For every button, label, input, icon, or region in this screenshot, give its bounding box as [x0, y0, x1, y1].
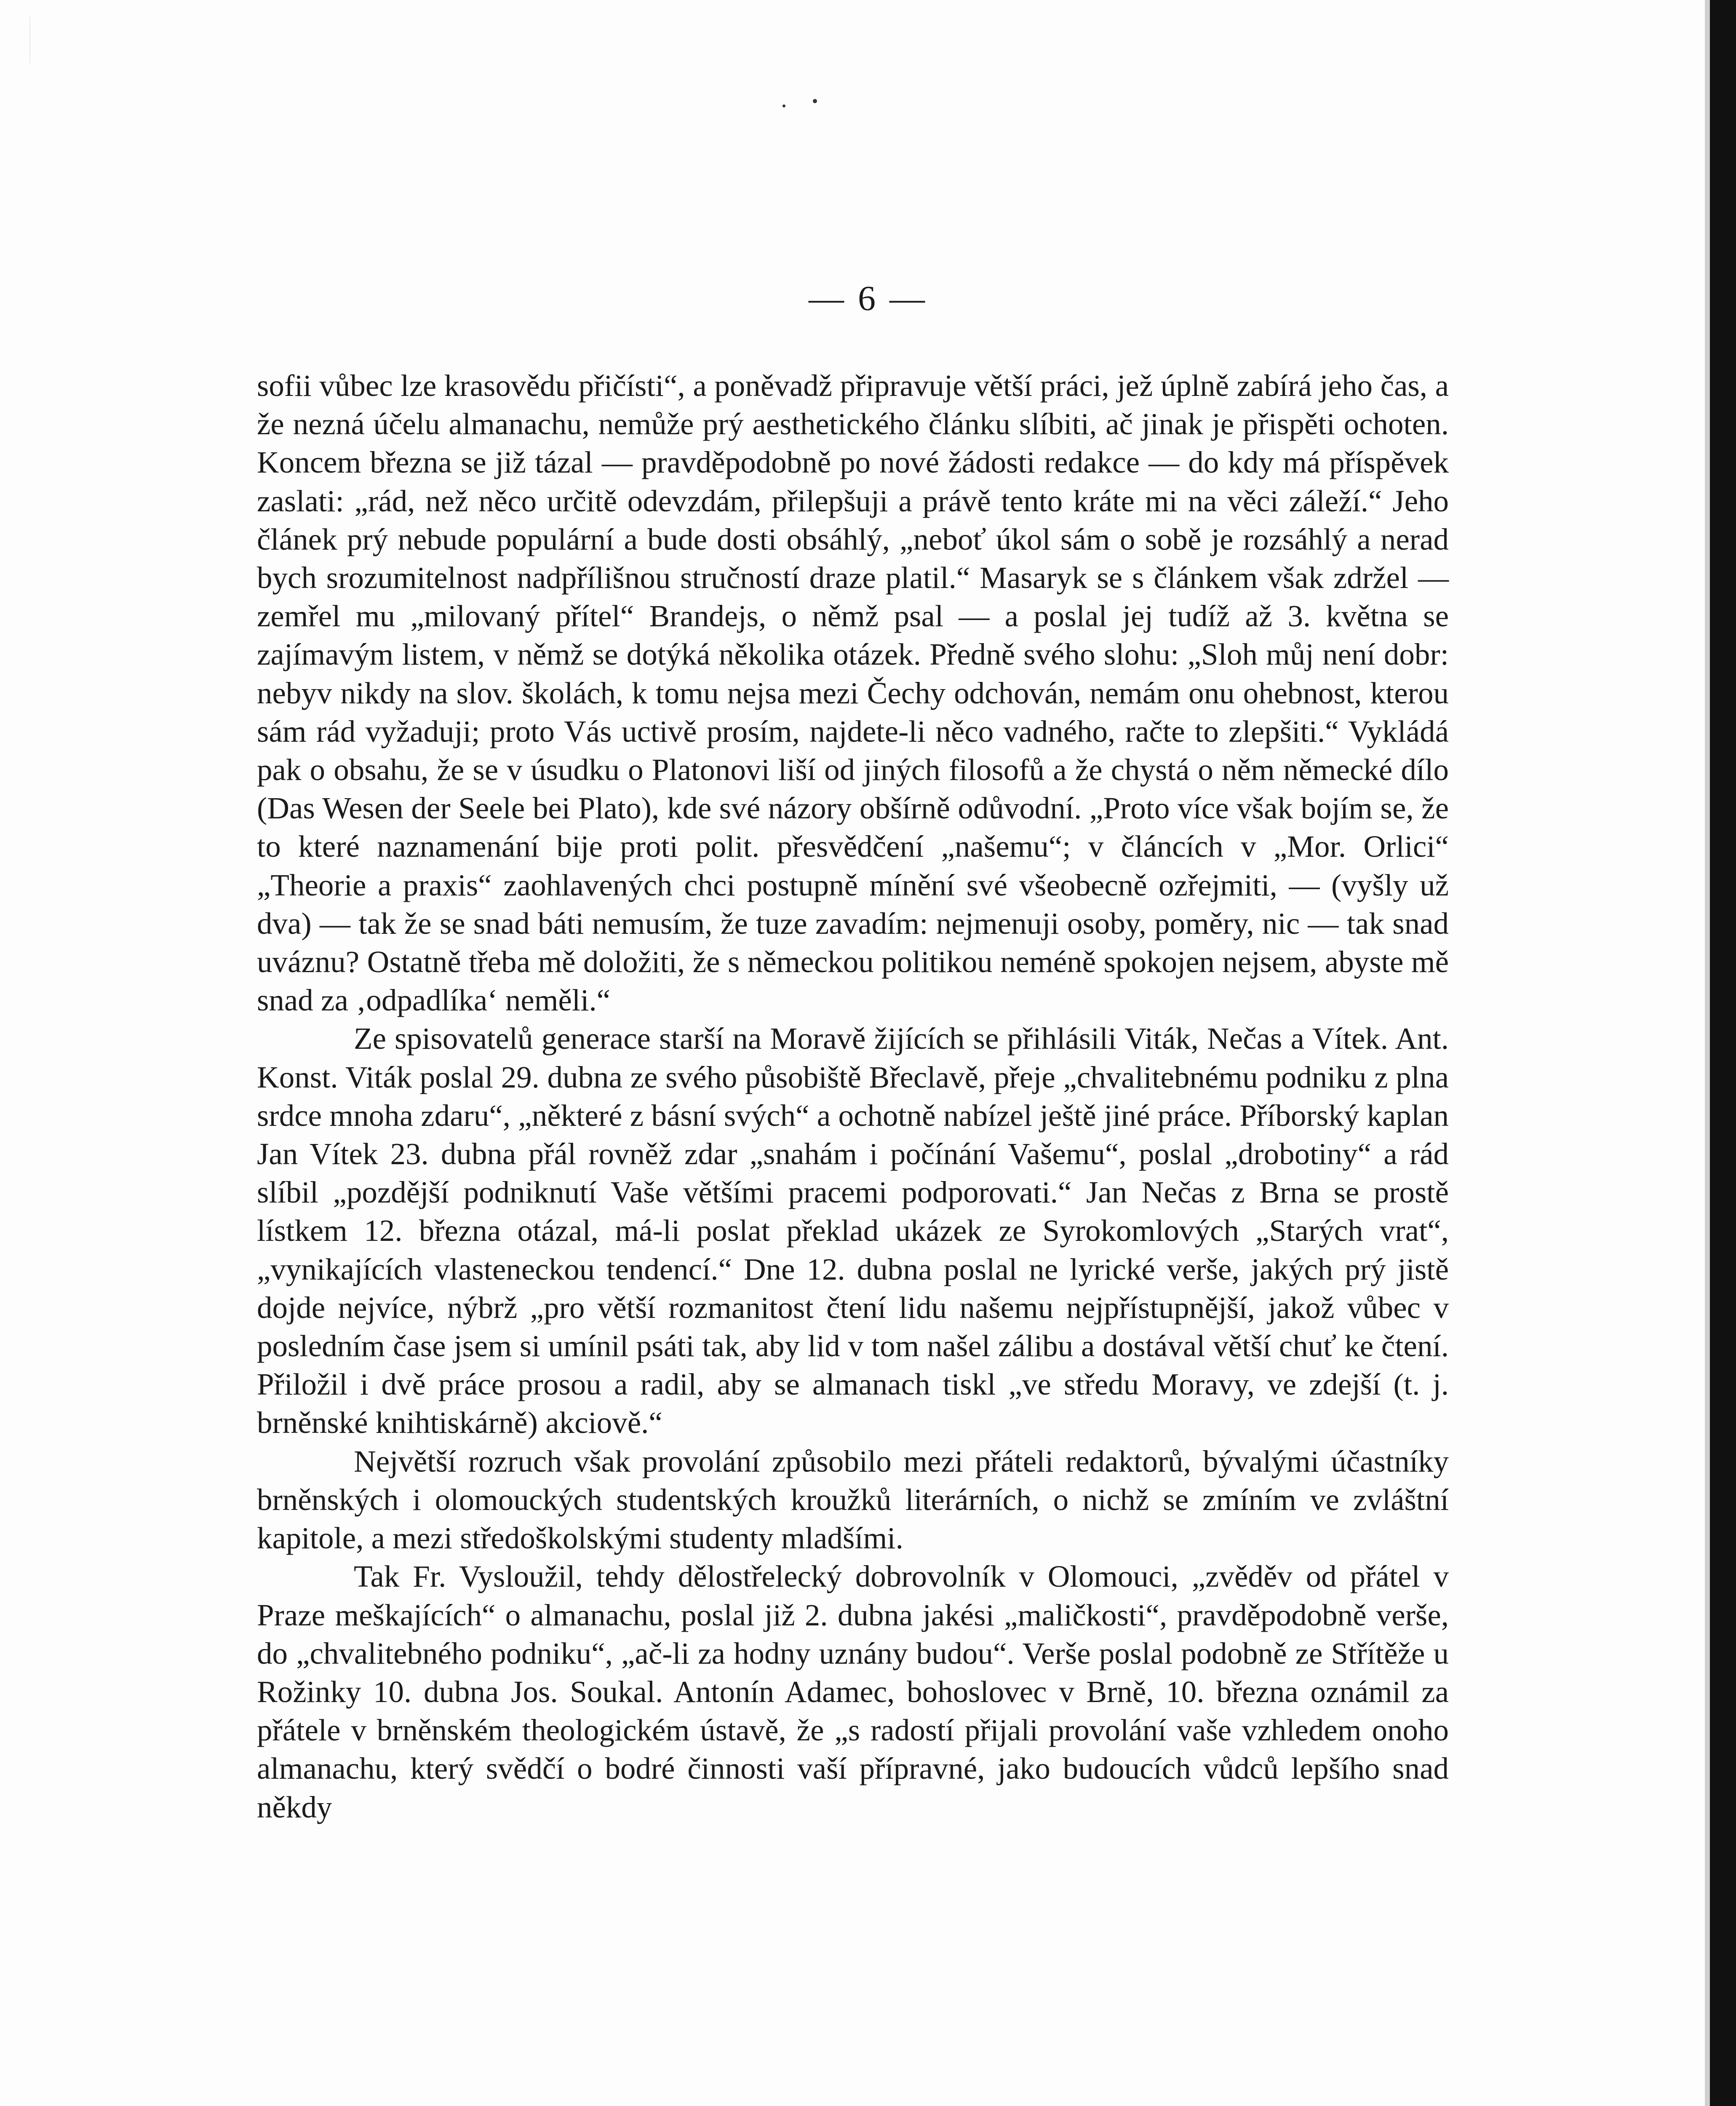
paragraph: sofii vůbec lze krasovědu přičísti“, a poněvadž připravuje větší práci, jež úplně zabírá jeho čas, a že nezná účelu almanachu, nemůže prý aesthetického článku slíbiti, ač jinak je přispěti ochoten. Koncem března se již tázal — pravděpodobně po nové žádosti redakce — do kdy má příspěvek zaslati: „rád, než něco určitě odevzdám, přilepšuji a právě tento kráte mi na věci záleží.“ Jeho článek prý nebude populární a bude dosti obsáhlý, „neboť úkol sám o sobě je rozsáhlý a nerad bych srozumitelnost nadpřílišnou stručností draze platil.“ Masaryk se s článkem však zdržel — zemřel mu „milovaný přítel“ Brandejs, o němž psal — a poslal jej tudíž až 3. května se zajímavým listem, v němž se dotýká několika otázek. Předně svého slohu: „Sloh můj není dobr: nebyv nikdy na slov. školách, k tomu nejsa mezi Čechy odchován, nemám onu ohebnost, kterou sám rád vyžaduji; proto Vás uctivě prosím, najdete-li něco vadného, račte to zlepšiti.“ Vykládá pak o obsahu, že se v úsudku o Platonovi liší od jiných filosofů a že chystá o něm německé dílo (Das Wesen der Seele bei Plato), kde své názory obšírně odůvodní. „Proto více však bojím se, že to které naznamenání bije proti polit. přesvědčení „našemu“; v článcích v „Mor. Orlici“ „Theorie a praxis“ zaohlavených chci postupně mínění své všeobecně ozřejmiti, — (vyšly už dva) — tak že se snad báti nemusím, že tuze zavadím: nejmenuji osoby, poměry, nic — tak snad uváznu? Ostatně třeba mě doložiti, že s německou politikou neméně spokojen nejsem, abyste mě snad za ‚odpadlíka‘ neměli.“: [257, 369, 1449, 1018]
scan-artifact: [29, 17, 68, 63]
body-text: [257, 366, 1449, 1826]
scan-speck: [813, 99, 817, 103]
paragraph: Tak Fr. Vysloužil, tehdy dělostřelecký dobrovolník v Olomouci, „zvěděv od přátel v Praze meškajících“ o almanachu, poslal již 2. dubna jakési „maličkosti“, pravděpodobně verše, do „chvalitebného podniku“, „ač-li za hodny uznány budou“. Verše poslal podobně ze Střítěže u Rožinky 10. dubna Jos. Soukal. Antonín Adamec, bohoslovec v Brně, 10. března oznámil za přátele v brněnském theologickém ústavě, že „s radostí přijali provolání vaše vzhledem onoho almanachu, který svědčí o bodré činnosti vaší přípravné, jako budoucích vůdců lepšího snad někdy: [257, 1559, 1449, 1824]
scan-speck: [783, 104, 785, 107]
paragraph: Ze spisovatelů generace starší na Moravě žijících se přihlásili Viták, Nečas a Vítek. Ant. Konst. Viták poslal 29. dubna ze svého působiště Břeclavě, přeje „chvalitebnému podniku z plna srdce mnoha zdaru“, „některé z básní svých“ a ochotně nabízel ještě jiné práce. Příborský kaplan Jan Vítek 23. dubna přál rovněž zdar „snahám i počínání Vašemu“, poslal „drobotiny“ a rád slíbil „pozdější podniknutí Vaše většími pracemi podporovati.“ Jan Nečas z Brna se prostě lístkem 12. března otázal, má-li poslat překlad ukázek ze Syrokomlových „Starých vrat“, „vynikajících vlasteneckou tendencí.“ Dne 12. dubna poslal ne lyrické verše, jakých prý jistě dojde nejvíce, nýbrž „pro větší rozmanitost čtení lidu našemu nejpřístupnější, jakož vůbec v posledním čase jsem si umínil psáti tak, aby lid v tom našel zálibu a dostával větší chuť ke čtení. Přiložil i dvě práce prosou a radil, aby se almanach tiskl „ve středu Moravy, ve zdejší (t. j. brněnské knihtiskárně) akciově.“: [257, 1021, 1449, 1440]
page-number: — 6 —: [809, 279, 927, 318]
paragraph: Největší rozruch však provolání způsobilo mezi přáteli redaktorů, bývalými účastníky brněnských i olomouckých studentských kroužků literárních, o nichž se zmíním ve zvláštní kapitole, a mezi středoškolskými studenty mladšími.: [257, 1444, 1449, 1555]
